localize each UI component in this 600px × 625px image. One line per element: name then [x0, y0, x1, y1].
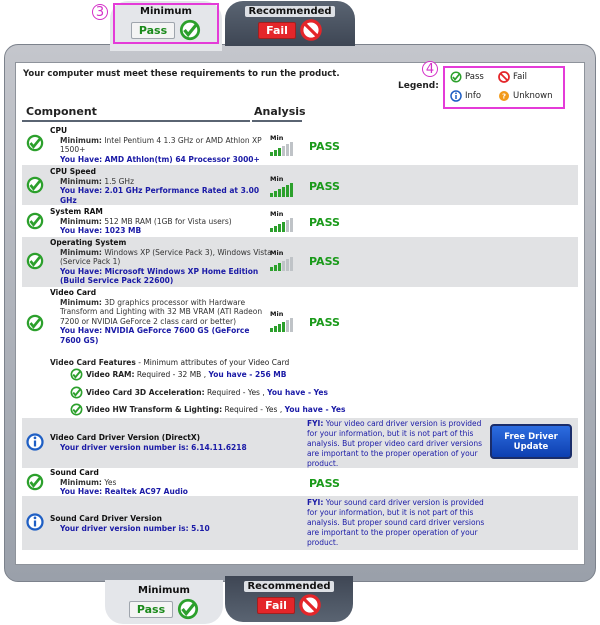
minimum-label: Minimum:: [60, 247, 102, 257]
pass-check-icon: [177, 598, 199, 620]
tab-recommended-top[interactable]: [225, 1, 355, 46]
you-have-value: AMD Athlon(tm) 64 Processor 3000+: [104, 154, 260, 164]
header-divider: [252, 120, 302, 122]
you-have-label: You Have:: [60, 487, 103, 496]
row-result: PASS: [309, 255, 340, 268]
unknown-question-icon: [498, 90, 510, 102]
you-have-label: You Have:: [60, 186, 103, 195]
pass-check-icon: [26, 212, 44, 230]
minimum-value: 3D graphics processor with Hardware Transform and Lighting with 32 MB VRAM (ATI Radeon 7200 or NVIDIA GeForce 2 class card or better): [60, 297, 263, 326]
pass-check-icon: [70, 386, 83, 399]
fyi-label: FYI:: [307, 419, 324, 428]
tab-recommended-bottom[interactable]: [225, 576, 353, 622]
recommended-fail-pill: Fail: [257, 597, 295, 614]
table-row-sound-driver: [22, 496, 578, 550]
table-row-video-card: [22, 288, 578, 358]
table-row-cpu: [22, 124, 578, 164]
features-title: Video Card Features: [50, 358, 136, 367]
sound-driver-fyi: [307, 498, 485, 548]
row-result: PASS: [309, 316, 340, 329]
minimum-pass-pill: Pass: [131, 22, 175, 39]
you-have-label: You Have:: [60, 226, 103, 235]
minimum-value: 1.5 GHz: [104, 176, 135, 186]
meter-min-label: Min: [270, 310, 284, 318]
row-title: Video Card: [50, 288, 97, 297]
fyi-text: Your sound card driver version is provided for your information, but it is not part of this analysis. But proper sound card driver versions are important to the proper operation of your product.: [307, 498, 485, 547]
table-row-sound-card: [22, 467, 578, 497]
callout-box-3: [113, 3, 219, 44]
table-row-operating-system: [22, 237, 578, 287]
tab-recommended-title: Recommended: [244, 581, 333, 592]
component-header: Component: [26, 105, 97, 118]
legend-fail-label: Fail: [513, 72, 528, 82]
legend-unknown: [498, 90, 552, 102]
pass-check-icon: [70, 403, 83, 416]
row-result: PASS: [309, 477, 340, 490]
fyi-label: FYI:: [307, 498, 324, 507]
pass-check-icon: [26, 134, 44, 152]
feature-required: Required - Yes ,: [207, 388, 265, 397]
minimum-value: Intel Pentium 4 1.3 GHz or AMD Athlon XP 1500+: [60, 135, 262, 154]
row-title: System RAM: [50, 207, 103, 216]
row-title: CPU: [50, 126, 68, 135]
minimum-value: 512 MB RAM (1GB for Vista users): [104, 216, 232, 226]
fail-prohibited-icon: [300, 19, 322, 41]
feature-required: Required - Yes ,: [224, 405, 283, 414]
you-have-label: You Have:: [60, 154, 103, 164]
table-row-cpu-speed: [22, 165, 578, 205]
feature-video-ram: [70, 368, 286, 381]
recommended-fail-pill: Fail: [258, 22, 296, 39]
feature-have: You have - Yes: [284, 405, 346, 414]
minimum-label: Minimum:: [60, 477, 102, 487]
tab-minimum-bottom[interactable]: [105, 580, 223, 624]
driver-version: Your driver version number is: 6.14.11.6218: [60, 442, 247, 452]
feature-name: Video HW Transform & Lighting:: [86, 405, 223, 414]
requirements-intro: Your computer must meet these requirements to run the product.: [23, 69, 340, 79]
fail-prohibited-icon: [299, 594, 321, 616]
you-have-value: Microsoft Windows XP Home Edition (Build Service Pack 22600): [60, 266, 259, 285]
minimum-label: Minimum:: [60, 216, 102, 226]
fail-prohibited-icon: [498, 71, 510, 83]
callout-number-3: 3: [92, 4, 108, 20]
feature-have: You have - Yes: [267, 388, 328, 397]
row-result: PASS: [309, 180, 340, 193]
legend-unknown-label: Unknown: [513, 91, 553, 101]
minimum-value: Windows XP (Service Pack 3), Windows Vista (Service Pack 1): [60, 247, 272, 266]
meter-min-label: Min: [270, 134, 284, 142]
svg-text:?: ?: [501, 92, 507, 101]
strength-meter: [270, 210, 304, 232]
row-title: Video Card Driver Version (DirectX): [50, 433, 201, 442]
tab-recommended-title: Recommended: [245, 6, 334, 17]
pass-check-icon: [26, 252, 44, 270]
info-icon: [450, 90, 462, 102]
strength-meter: [270, 310, 304, 332]
minimum-label: Minimum:: [60, 135, 102, 145]
you-have-label: You Have:: [60, 266, 103, 276]
pass-check-icon: [70, 368, 83, 381]
you-have-label: You Have:: [60, 326, 103, 335]
row-result: PASS: [309, 140, 340, 153]
row-title: CPU Speed: [50, 167, 97, 176]
legend-fail: [498, 71, 527, 83]
callout-number-4: 4: [422, 61, 438, 77]
free-driver-update-button[interactable]: Free Driver Update: [490, 424, 572, 459]
legend-pass: [450, 71, 484, 83]
row-result: PASS: [309, 216, 340, 229]
meter-min-label: Min: [270, 175, 284, 183]
features-subtitle: - Minimum attributes of your Video Card: [138, 358, 290, 367]
minimum-label: Minimum:: [60, 297, 102, 307]
feature-hw-transform: [70, 403, 345, 416]
you-have-value: Realtek AC97 Audio: [104, 487, 188, 496]
strength-meter: [270, 134, 304, 156]
you-have-value: NVIDIA GeForce 7600 GS (GeForce 7600 GS): [60, 326, 250, 345]
legend-info-label: Info: [465, 91, 482, 101]
driver-version: Your driver version number is: 5.10: [60, 523, 210, 533]
pass-check-icon: [26, 314, 44, 332]
pass-check-icon: [26, 176, 44, 194]
strength-meter: [270, 249, 304, 271]
minimum-label: Minimum:: [60, 176, 102, 186]
fyi-text: Your video card driver version is provided for your information, but it is not part of this analysis. But proper video card driver versions are important to the proper operation of your product.: [307, 419, 482, 468]
minimum-pass-pill: Pass: [129, 601, 173, 618]
meter-min-label: Min: [270, 210, 284, 218]
info-icon: [26, 513, 44, 531]
feature-name: Video Card 3D Acceleration:: [86, 388, 205, 397]
feature-3d-acceleration: [70, 386, 328, 399]
feature-name: Video RAM:: [86, 370, 135, 379]
you-have-value: 1023 MB: [104, 226, 142, 235]
meter-min-label: Min: [270, 249, 284, 257]
row-title: Sound Card: [50, 468, 99, 477]
minimum-value: Yes: [104, 477, 117, 487]
tab-minimum-title: Minimum: [138, 585, 190, 596]
row-title: Operating System: [50, 238, 127, 247]
info-icon: [26, 433, 44, 451]
table-row-system-ram: [22, 206, 578, 236]
video-card-features-title: [50, 358, 289, 367]
analysis-header: Analysis: [254, 105, 306, 118]
tab-minimum-title: Minimum: [140, 6, 192, 17]
pass-check-icon: [26, 473, 44, 491]
header-divider: [22, 120, 250, 122]
feature-required: Required - 32 MB ,: [136, 370, 207, 379]
legend-info: [450, 90, 481, 102]
feature-have: You have - 256 MB: [208, 370, 287, 379]
legend-title: Legend:: [398, 81, 439, 91]
legend-pass-label: Pass: [465, 72, 484, 82]
you-have-value: 2.01 GHz Performance Rated at 3.00 GHz: [60, 186, 260, 205]
row-title: Sound Card Driver Version: [50, 514, 162, 523]
pass-check-icon: [450, 71, 462, 83]
video-driver-fyi: [307, 419, 485, 469]
strength-meter: [270, 175, 304, 197]
